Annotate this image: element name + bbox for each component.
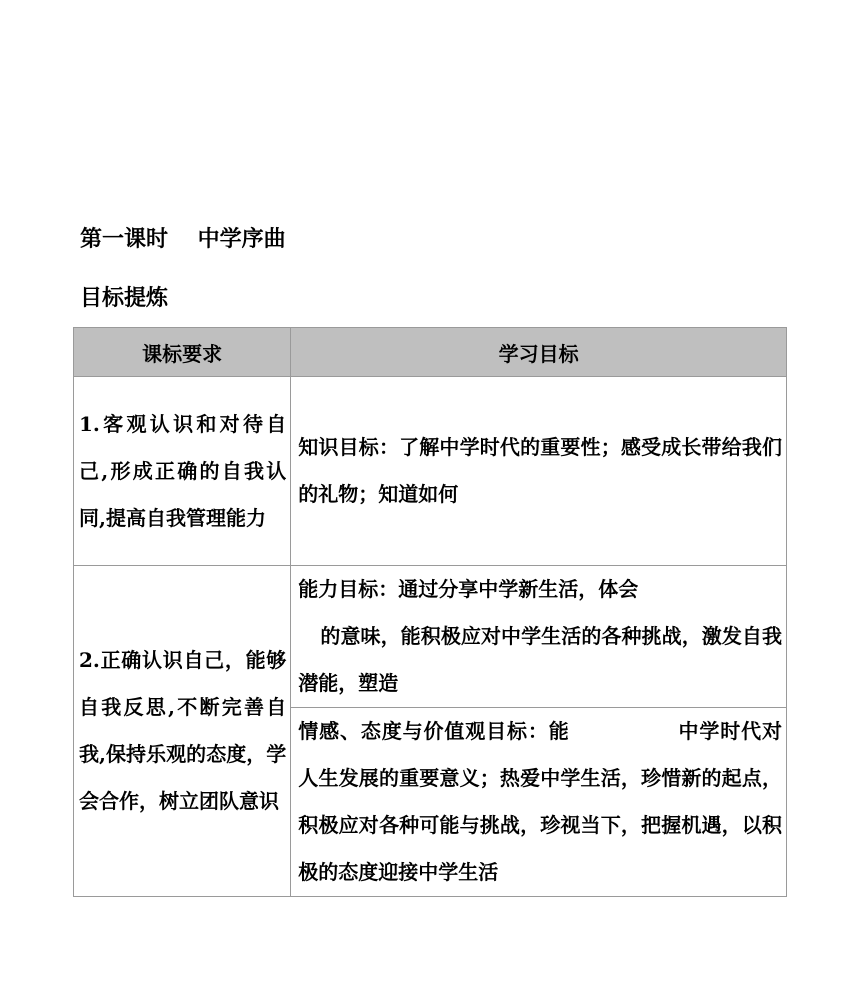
goal-cell	[291, 708, 787, 897]
emotion-goal-part1: 情感、态度与价值观目标：能	[298, 719, 570, 743]
table-row	[74, 377, 787, 566]
header-requirements: 课标要求	[74, 328, 291, 377]
goal-cell	[291, 566, 787, 708]
emotion-goal-part2: 中学时代对人生发展的重要意义；热爱中学生活，珍惜新的起点，积极应对各种可能与挑战，珍视当下，把握机遇，以积极的态度迎接中学生活	[298, 719, 783, 884]
goals-table	[73, 327, 787, 897]
ability-goal-part1: 能力目标：通过分享中学新生活，体会	[298, 577, 639, 601]
requirement-text: 1.客观认识和对待自己,形成正确的自我认同,提高自我管理能力	[79, 411, 287, 530]
section-title: 目标提炼	[80, 286, 169, 311]
lesson-title: 第一课时 中学序曲	[80, 227, 286, 252]
goal-cell	[291, 377, 787, 566]
requirement-text: 2.正确认识自己，能够自我反思,不断完善自我,保持乐观的态度，学会合作，树立团队意识	[79, 648, 287, 813]
header-learning-goals: 学习目标	[291, 328, 787, 377]
emotion-goal-text	[291, 708, 786, 896]
table-row	[74, 566, 787, 708]
table-header-row	[74, 328, 787, 377]
requirement-cell	[74, 566, 291, 897]
ability-goal-part2: 的意味，能积极应对中学生活的各种挑战，激发自我潜能，塑造	[298, 624, 782, 695]
ability-goal-text	[291, 566, 786, 707]
knowledge-goal-text: 知识目标：了解中学时代的重要性；感受成长带给我们的礼物；知道如何	[298, 435, 782, 506]
requirement-cell	[74, 377, 291, 566]
